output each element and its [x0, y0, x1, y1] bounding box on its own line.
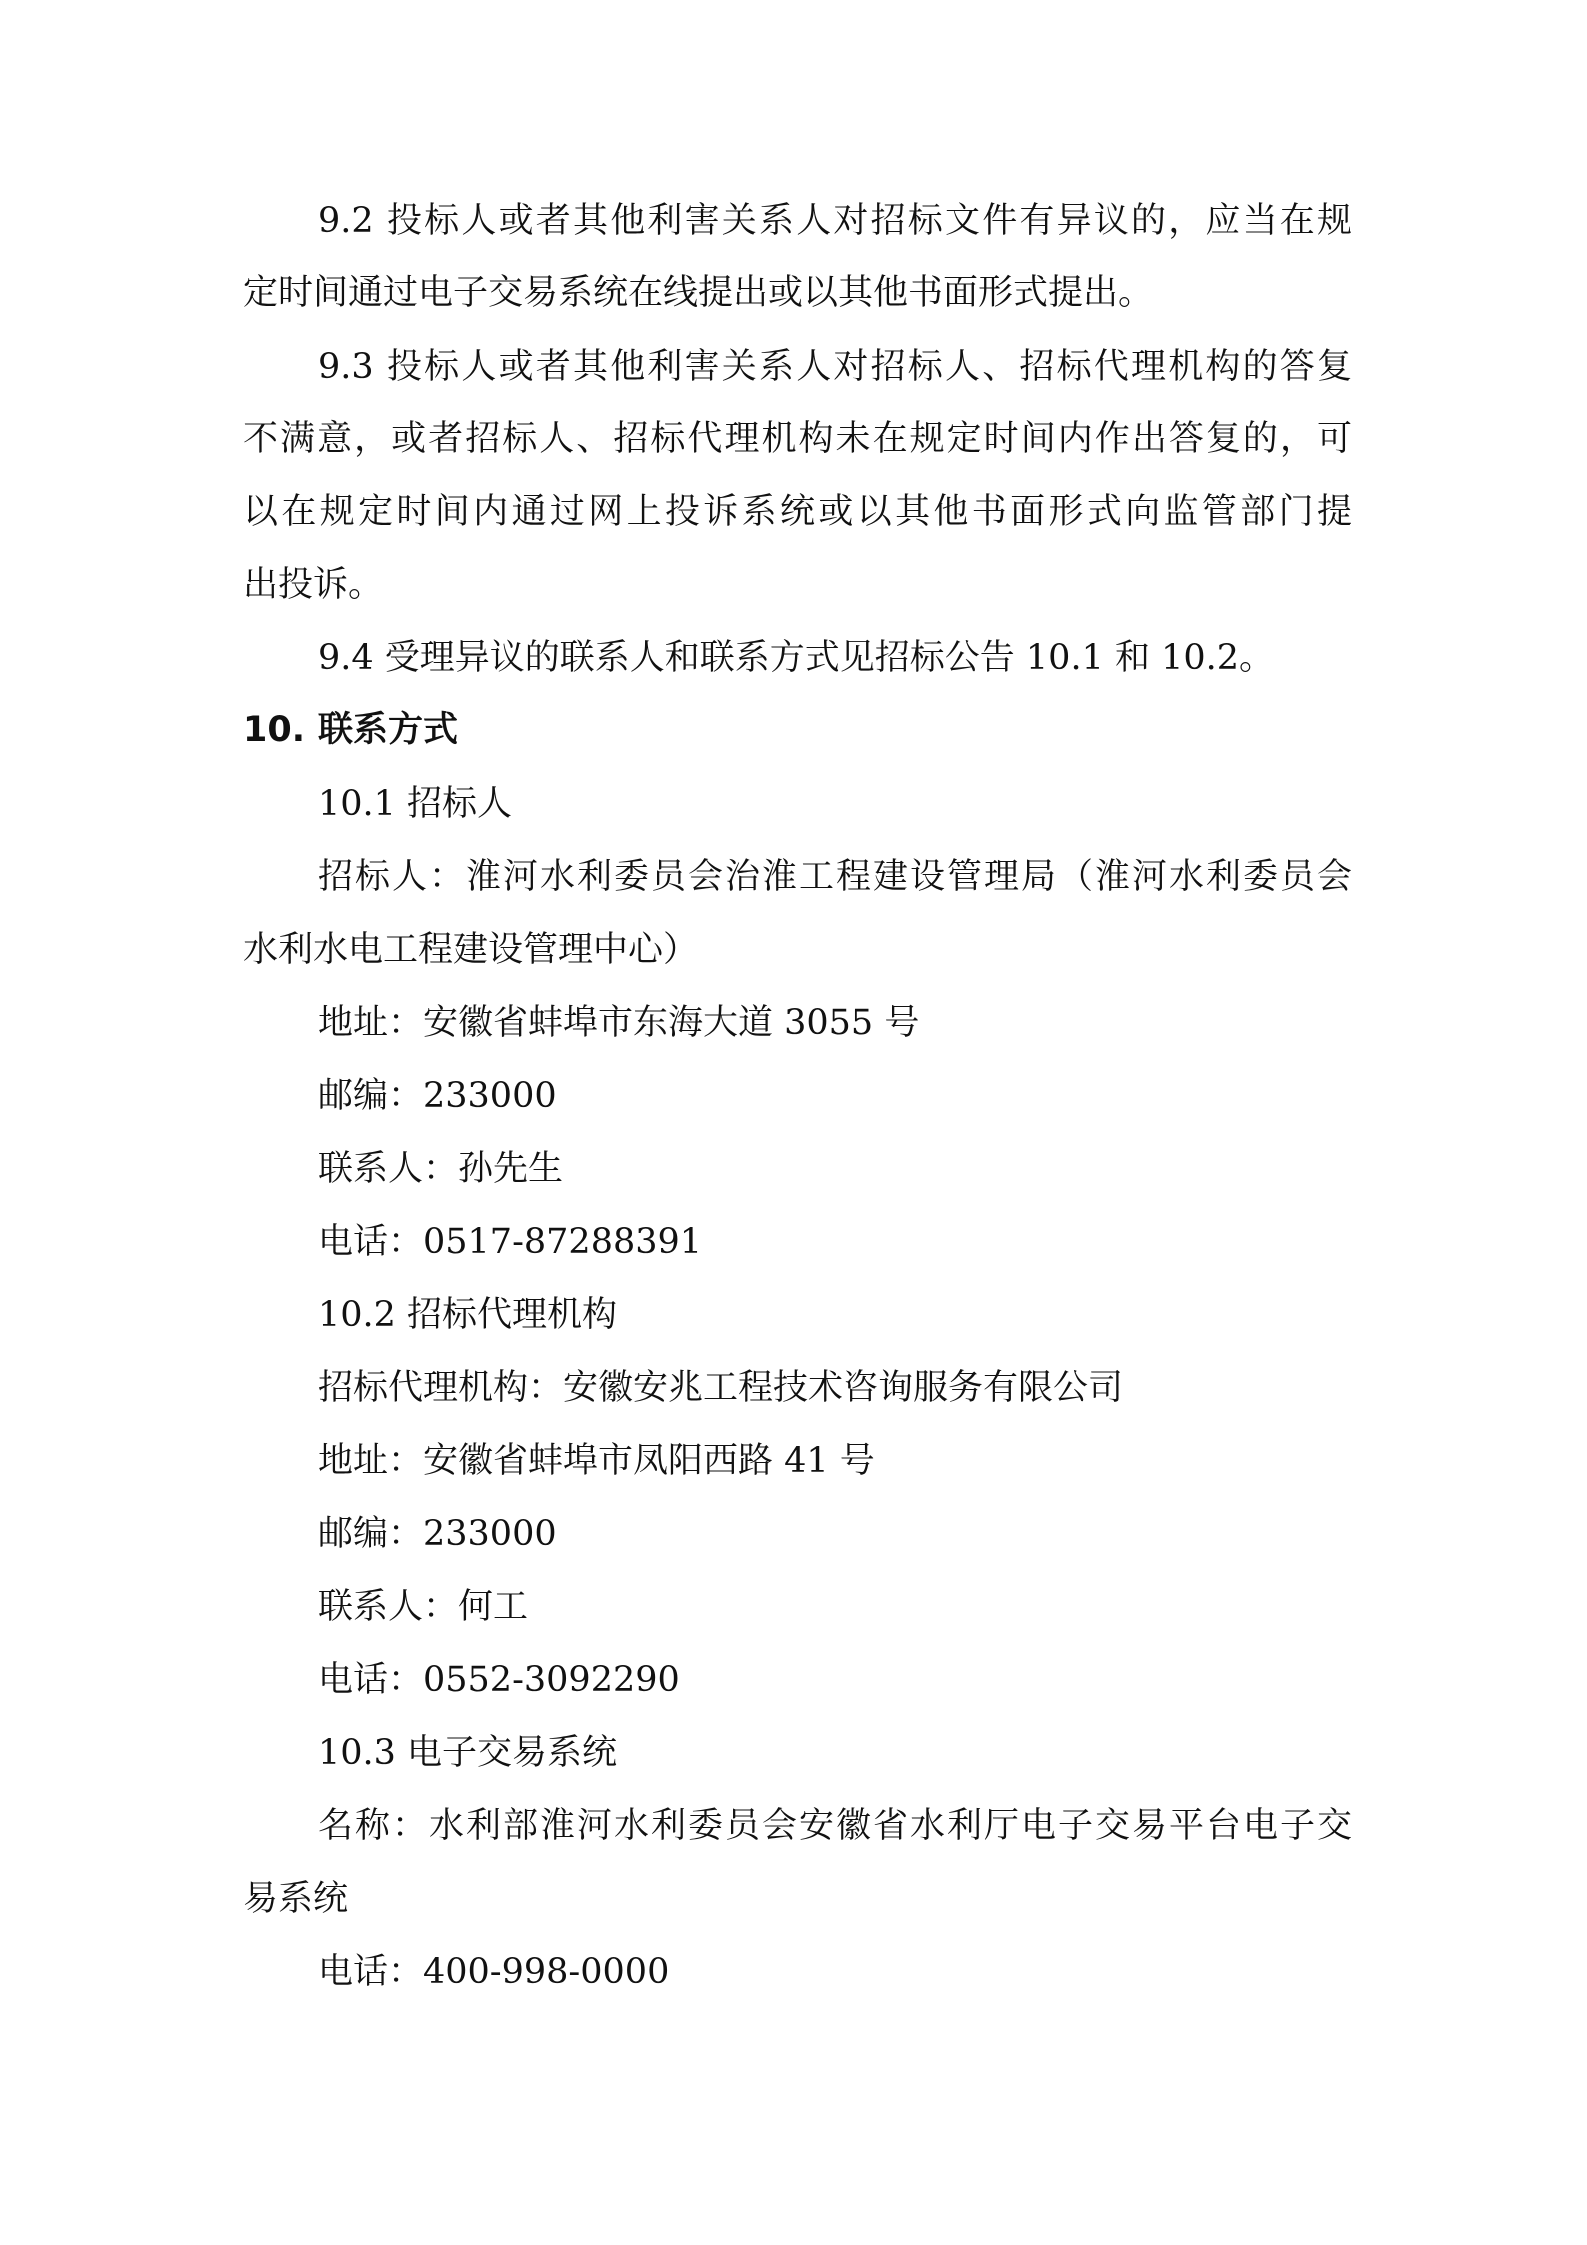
paragraph-9-3-line-1: 9.3 投标人或者其他利害关系人对招标人、招标代理机构的答复	[318, 347, 1352, 387]
etrade-name-line-1: 名称：水利部淮河水利委员会安徽省水利厅电子交易平台电子交	[318, 1806, 1352, 1846]
tenderer-heading: 10.1 招标人	[318, 784, 513, 824]
agency-heading: 10.2 招标代理机构	[318, 1295, 618, 1335]
agency-address: 地址：安徽省蚌埠市凤阳西路 41 号	[318, 1441, 875, 1481]
agency-postcode: 邮编：233000	[318, 1514, 557, 1554]
paragraph-9-3-line-4: 出投诉。	[243, 565, 384, 605]
agency-name: 招标代理机构：安徽安兆工程技术咨询服务有限公司	[318, 1368, 1124, 1408]
etrade-phone: 电话：400-998-0000	[318, 1952, 670, 1992]
etrade-heading: 10.3 电子交易系统	[318, 1733, 618, 1773]
tenderer-name-line-1: 招标人：淮河水利委员会治淮工程建设管理局（淮河水利委员会	[318, 857, 1352, 897]
paragraph-9-3-line-2: 不满意，或者招标人、招标代理机构未在规定时间内作出答复的，可	[243, 419, 1352, 459]
paragraph-9-3-line-3: 以在规定时间内通过网上投诉系统或以其他书面形式向监管部门提	[243, 492, 1352, 532]
etrade-name-line-2: 易系统	[243, 1879, 349, 1919]
paragraph-9-4: 9.4 受理异议的联系人和联系方式见招标公告 10.1 和 10.2。	[318, 638, 1275, 678]
section-10-title: 联系方式	[318, 710, 459, 750]
agency-contact: 联系人：何工	[318, 1587, 529, 1627]
paragraph-9-2-line-2: 定时间通过电子交易系统在线提出或以其他书面形式提出。	[243, 273, 1154, 313]
paragraph-9-2-line-1: 9.2 投标人或者其他利害关系人对招标文件有异议的，应当在规	[318, 201, 1352, 241]
tenderer-postcode: 邮编：233000	[318, 1076, 557, 1116]
tenderer-name-line-2: 水利水电工程建设管理中心）	[243, 930, 699, 970]
tenderer-phone: 电话：0517-87288391	[318, 1222, 703, 1262]
section-10-number: 10.	[243, 710, 306, 750]
tenderer-address: 地址：安徽省蚌埠市东海大道 3055 号	[318, 1003, 920, 1043]
tenderer-contact: 联系人：孙先生	[318, 1149, 564, 1189]
agency-phone: 电话：0552-3092290	[318, 1660, 680, 1700]
